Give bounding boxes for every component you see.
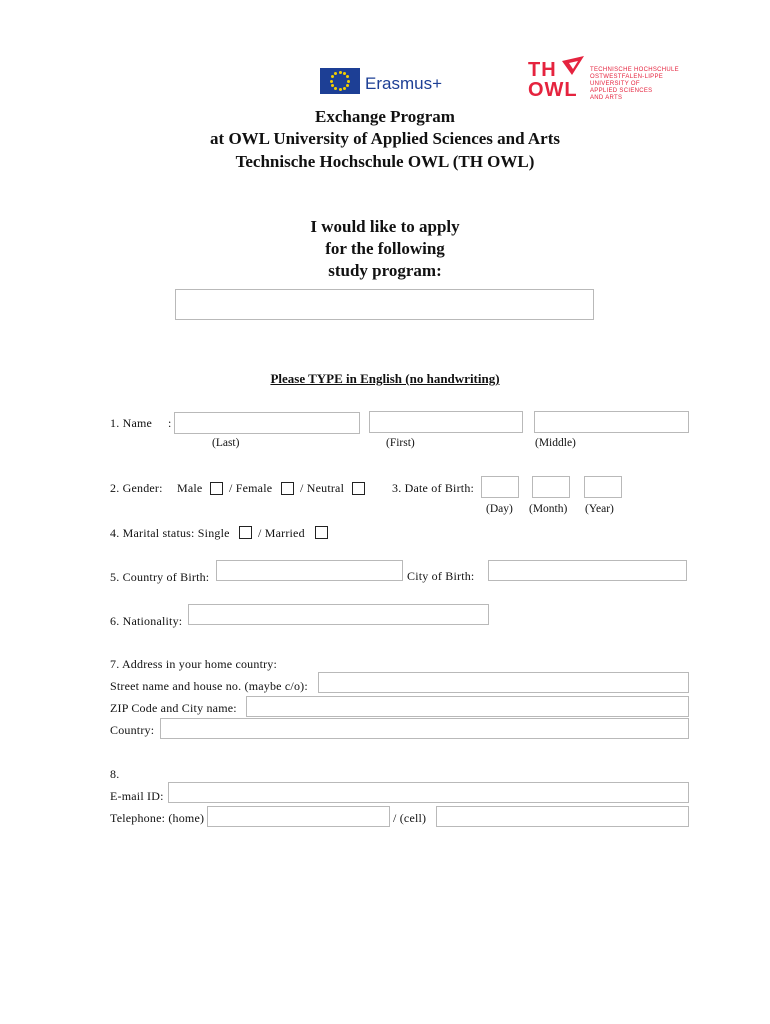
email-field[interactable] [168, 782, 689, 803]
nationality-label: 6. Nationality: [110, 614, 183, 628]
th-side-line2: OSTWESTFALEN-LIPPE [590, 74, 664, 80]
middle-name-field[interactable] [534, 411, 689, 433]
marital-married-label: / Married [258, 526, 305, 540]
dob-month-field[interactable] [532, 476, 570, 498]
phone-home-field[interactable] [207, 806, 390, 827]
eu-star-icon [347, 80, 350, 83]
country-of-birth-label: 5. Country of Birth: [110, 570, 210, 584]
street-field[interactable] [318, 672, 689, 693]
title-line1: Exchange Program [315, 107, 455, 126]
th-side-line5: AND ARTS [590, 95, 623, 101]
dob-year-field[interactable] [584, 476, 622, 498]
marital-status-label: 4. Marital status: Single [110, 526, 230, 540]
title-line3: Technische Hochschule OWL (TH OWL) [235, 152, 535, 171]
eu-star-icon [331, 84, 334, 87]
email-label: E-mail ID: [110, 789, 164, 803]
gender-male-label: Male [177, 481, 203, 495]
first-name-field[interactable] [369, 411, 523, 433]
apply-line2: for the following [325, 239, 445, 258]
th-owl-triangle-icon [560, 55, 586, 77]
first-name-caption: (First) [386, 437, 415, 449]
city-of-birth-field[interactable] [488, 560, 687, 581]
eu-star-icon [343, 87, 346, 90]
dob-day-field[interactable] [481, 476, 519, 498]
title-line2: at OWL University of Applied Sciences and Arts [210, 129, 560, 148]
th-owl-logo-caption [590, 67, 679, 102]
study-program-field[interactable] [175, 289, 594, 320]
gender-female-checkbox[interactable] [281, 482, 294, 495]
phone-cell-label: / (cell) [393, 811, 427, 825]
eu-star-icon [346, 84, 349, 87]
eu-star-icon [339, 71, 342, 74]
th-side-line1: TECHNISCHE HOCHSCHULE [590, 67, 679, 73]
phone-home-label: Telephone: (home) [110, 811, 205, 825]
eu-star-icon [334, 87, 337, 90]
dob-month-caption: (Month) [529, 503, 568, 515]
address-country-label: Country: [110, 723, 155, 737]
apply-line3: study program: [328, 261, 442, 280]
gender-label: 2. Gender: [110, 481, 163, 495]
name-colon: : [168, 416, 172, 430]
erasmus-logo-text: Erasmus+ [365, 74, 442, 93]
nationality-field[interactable] [188, 604, 489, 625]
contact-heading: 8. [110, 767, 120, 781]
gender-neutral-checkbox[interactable] [352, 482, 365, 495]
gender-male-checkbox[interactable] [210, 482, 223, 495]
marital-single-checkbox[interactable] [239, 526, 252, 539]
street-label: Street name and house no. (maybe c/o): [110, 679, 308, 693]
dob-year-caption: (Year) [585, 503, 614, 515]
dob-day-caption: (Day) [486, 503, 513, 515]
city-of-birth-label: City of Birth: [407, 569, 475, 583]
gender-female-label: / Female [229, 481, 273, 495]
eu-star-icon [346, 75, 349, 78]
th-side-line4: APPLIED SCIENCES [590, 88, 653, 94]
country-of-birth-field[interactable] [216, 560, 403, 581]
th-logo-line1: TH [528, 59, 557, 81]
th-side-line3: UNIVERSITY OF [590, 81, 640, 87]
gender-neutral-label: / Neutral [300, 481, 345, 495]
zip-city-label: ZIP Code and City name: [110, 701, 237, 715]
eu-star-icon [331, 75, 334, 78]
eu-star-icon [330, 80, 333, 83]
eu-star-icon [339, 88, 342, 91]
middle-name-caption: (Middle) [535, 437, 576, 449]
marital-married-checkbox[interactable] [315, 526, 328, 539]
address-country-field[interactable] [160, 718, 689, 739]
last-name-field[interactable] [174, 412, 360, 434]
phone-cell-field[interactable] [436, 806, 689, 827]
th-logo-line2: OWL [528, 79, 578, 101]
address-heading: 7. Address in your home country: [110, 657, 278, 671]
typing-instruction: Please TYPE in English (no handwriting) [270, 371, 500, 386]
last-name-caption: (Last) [212, 437, 240, 449]
dob-label: 3. Date of Birth: [392, 481, 475, 495]
eu-flag-icon [320, 68, 360, 94]
apply-line1: I would like to apply [310, 217, 460, 236]
eu-star-icon [334, 72, 337, 75]
zip-city-field[interactable] [246, 696, 689, 717]
name-label: 1. Name [110, 416, 153, 430]
